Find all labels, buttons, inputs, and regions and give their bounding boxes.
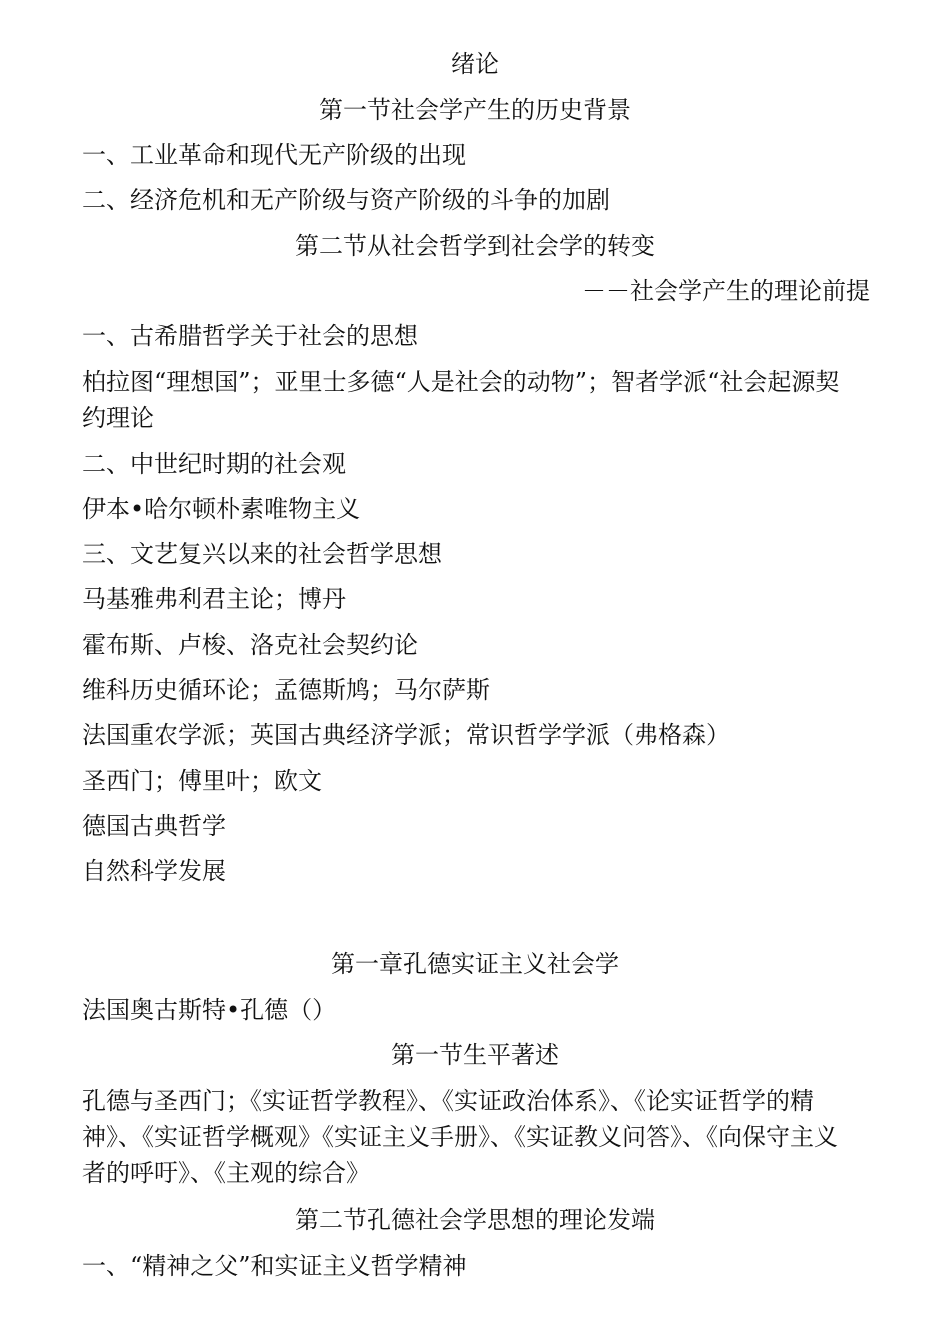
chapter-1-section-2-item-1: 一、“精神之父”和实证主义哲学精神: [82, 1252, 467, 1280]
chapter-1-section-2-heading: 第二节孔德社会学思想的理论发端: [295, 1206, 655, 1234]
section-2-item-3-line-7: 自然科学发展: [82, 857, 226, 885]
section-2-item-3-line-6: 德国古典哲学: [82, 812, 226, 840]
section-2-item-3-line-1: 马基雅弗利君主论；博丹: [82, 585, 346, 613]
chapter-1-section-1-heading: 第一节生平著述: [391, 1041, 559, 1069]
section-2-item-3: 三、文艺复兴以来的社会哲学思想: [82, 540, 442, 568]
section-2-item-3-line-3: 维科历史循环论；孟德斯鸠；马尔萨斯: [82, 676, 490, 704]
chapter-1-title: 第一章孔德实证主义社会学: [331, 950, 619, 978]
section-2-item-3-line-5: 圣西门；傅里叶；欧文: [82, 767, 322, 795]
chapter-1-section-1-text: 孔德与圣西门；《实证哲学教程》、《实证政治体系》、《论实证哲学的精神》、《实证哲学概观》《实证主义手册》、《实证教义问答》、《向保守主义者的呼吁》、《主观的综合》: [82, 1087, 838, 1187]
section-2-item-2: 二、中世纪时期的社会观: [82, 450, 346, 478]
section-2-item-2-text: 伊本•哈尔顿朴素唯物主义: [82, 495, 361, 523]
section-2-heading: 第二节从社会哲学到社会学的转变: [295, 232, 655, 260]
section-1-heading: 第一节社会学产生的历史背景: [319, 96, 631, 124]
section-1-item-2: 二、经济危机和无产阶级与资产阶级的斗争的加剧: [82, 186, 610, 214]
section-2-item-3-line-4: 法国重农学派；英国古典经济学派；常识哲学学派（弗格森）: [82, 721, 730, 749]
section-2-item-1-text: 柏拉图“理想国”；亚里士多德“人是社会的动物”；智者学派“社会起源契约理论: [82, 368, 840, 432]
chapter-1-author: 法国奥古斯特•孔德（）: [82, 996, 337, 1024]
section-1-item-1: 一、工业革命和现代无产阶级的出现: [82, 141, 466, 169]
section-2-subtitle: －－社会学产生的理论前提: [582, 277, 870, 305]
section-2-item-3-line-2: 霍布斯、卢梭、洛克社会契约论: [82, 631, 418, 659]
intro-title: 绪论: [451, 50, 499, 78]
section-2-item-1: 一、古希腊哲学关于社会的思想: [82, 322, 418, 350]
